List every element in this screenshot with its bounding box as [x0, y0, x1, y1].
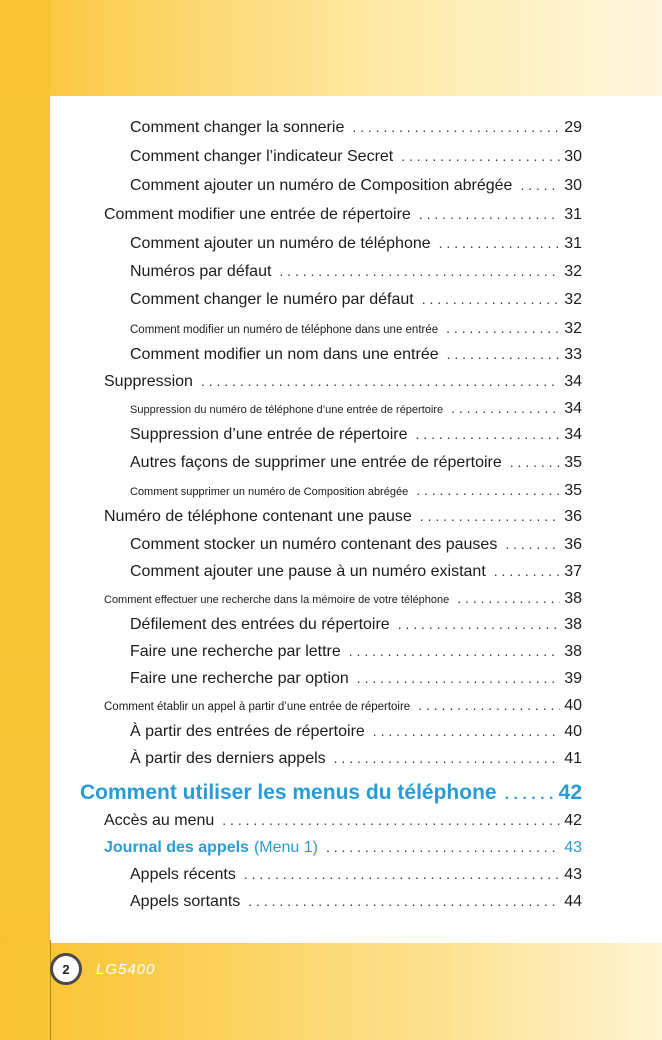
toc-leader [326, 839, 560, 855]
left-band [0, 0, 50, 1040]
toc-entry [130, 536, 582, 562]
toc-title: À partir des entrées de répertoire [130, 723, 365, 740]
toc-leader [446, 320, 560, 336]
toc-title: Faire une recherche par lettre [130, 643, 341, 660]
toc-page: 43 [564, 839, 582, 856]
toc-title: Défilement des entrées du répertoire [130, 616, 390, 633]
toc-page: 38 [564, 643, 582, 660]
toc-entry [130, 346, 582, 372]
model-name: LG5400 [96, 961, 156, 978]
toc-title: Autres façons de supprimer une entrée de répertoire [130, 454, 502, 471]
header-band [0, 0, 662, 96]
toc-page: 30 [564, 148, 582, 165]
toc-page: 43 [564, 866, 582, 883]
toc-entry [130, 119, 582, 145]
toc-page: 32 [564, 291, 582, 308]
toc-leader [352, 119, 560, 135]
toc-leader [401, 148, 560, 164]
toc-entry [130, 866, 582, 892]
toc-leader [420, 508, 560, 524]
toc-leader [505, 536, 560, 552]
toc-leader [510, 454, 560, 470]
toc-title: Accès au menu [104, 812, 215, 829]
toc-title: Comment changer la sonnerie [130, 119, 345, 136]
toc-title: Appels récents [130, 866, 236, 883]
toc-entry [104, 697, 582, 723]
toc-title: Numéro de téléphone contenant une pause [104, 508, 412, 525]
toc-leader [201, 373, 560, 389]
toc-leader [416, 426, 561, 442]
toc-page: 32 [564, 320, 582, 337]
toc-title: Numéros par défaut [130, 263, 272, 280]
toc-title: Comment ajouter un numéro de téléphone [130, 235, 431, 252]
toc-entry [130, 426, 582, 452]
toc-title: Appels sortants [130, 893, 241, 910]
toc-page: 39 [564, 670, 582, 687]
toc-page: 36 [564, 508, 582, 525]
toc-page: 40 [564, 723, 582, 740]
toc-title: Comment effectuer une recherche dans la mémoire de votre téléphone [104, 594, 450, 606]
footer-band [0, 943, 662, 1040]
toc-entry [130, 235, 582, 261]
toc-leader [357, 670, 560, 686]
toc-title: Suppression d’une entrée de répertoire [130, 426, 408, 443]
toc-entry [104, 812, 582, 838]
toc-leader [334, 750, 561, 766]
toc-title: Journal des appels [104, 839, 249, 856]
toc-title: Comment ajouter une pause à un numéro existant [130, 563, 486, 580]
toc-page: 44 [564, 893, 582, 910]
toc-page: 38 [564, 616, 582, 633]
toc-entry [130, 148, 582, 174]
toc-title: Faire une recherche par option [130, 670, 349, 687]
toc-page: 34 [564, 373, 582, 390]
divider [50, 940, 51, 1040]
toc-page: 40 [564, 697, 582, 714]
toc-leader [520, 177, 560, 193]
toc-title: Suppression du numéro de téléphone d’une entrée de répertoire [130, 404, 444, 416]
toc-page: 34 [564, 426, 582, 443]
toc-page: 35 [564, 482, 582, 499]
toc-menu-ref: (Menu 1) [253, 839, 318, 856]
toc-entry [130, 750, 582, 776]
toc-title: Comment changer l’indicateur Secret [130, 148, 394, 165]
toc-entry [104, 590, 582, 616]
toc-leader [419, 206, 560, 222]
toc-entry [130, 670, 582, 696]
toc-title: Comment modifier un nom dans une entrée [130, 346, 439, 363]
toc-leader [439, 235, 561, 251]
toc-page: 35 [564, 454, 582, 471]
toc-page: 42 [564, 812, 582, 829]
toc-entry [130, 320, 582, 346]
toc-page: 34 [564, 400, 582, 417]
chapter-page: 42 [558, 781, 582, 804]
toc-leader [451, 400, 560, 416]
toc-leader [244, 866, 560, 882]
toc-page: 38 [564, 590, 582, 607]
toc-page: 33 [564, 346, 582, 363]
toc-entry [104, 373, 582, 399]
toc-page: 30 [564, 177, 582, 194]
page-number-badge [50, 953, 82, 985]
toc-entry [104, 839, 582, 865]
toc-title: Comment changer le numéro par défaut [130, 291, 414, 308]
toc-leader [349, 643, 560, 659]
toc-entry [130, 263, 582, 289]
toc-title: Comment modifier une entrée de répertoire [104, 206, 411, 223]
toc-entry [130, 893, 582, 919]
toc-leader [505, 786, 555, 804]
toc-entry [130, 616, 582, 642]
chapter-title: Comment utiliser les menus du téléphone [80, 781, 497, 804]
toc-leader [222, 812, 560, 828]
toc-entry [130, 177, 582, 203]
toc-entry [130, 482, 582, 508]
toc-entry [130, 723, 582, 749]
toc-page: 32 [564, 263, 582, 280]
toc-leader [447, 346, 561, 362]
toc-entry [130, 563, 582, 589]
toc-page: 31 [564, 235, 582, 252]
toc-title: Comment supprimer un numéro de Composition abrégée [130, 486, 409, 498]
toc-leader [373, 723, 560, 739]
chapter-heading [80, 781, 582, 811]
toc-entry [130, 400, 582, 426]
toc-leader [279, 263, 560, 279]
toc-entry [104, 508, 582, 534]
toc-leader [422, 291, 560, 307]
toc-page: 41 [564, 750, 582, 767]
toc-entry [104, 206, 582, 232]
toc-leader [494, 563, 560, 579]
toc-page: 37 [564, 563, 582, 580]
toc-leader [398, 616, 561, 632]
toc-entry [130, 643, 582, 669]
page-number: 2 [62, 961, 70, 977]
toc-entry [130, 291, 582, 317]
toc-page: 36 [564, 536, 582, 553]
toc-title: Comment établir un appel à partir d’une entrée de répertoire [104, 701, 411, 713]
toc-title: Suppression [104, 373, 193, 390]
toc-page: 29 [564, 119, 582, 136]
toc-leader [248, 893, 560, 909]
toc-title: À partir des derniers appels [130, 750, 326, 767]
toc-entry [130, 454, 582, 480]
toc-title: Comment ajouter un numéro de Composition abrégée [130, 177, 513, 194]
toc-leader [457, 590, 560, 606]
toc-leader [416, 482, 560, 498]
toc-title: Comment modifier un numéro de téléphone dans une entrée [130, 324, 439, 336]
toc-leader [418, 697, 560, 713]
toc-title: Comment stocker un numéro contenant des pauses [130, 536, 498, 553]
toc-page: 31 [564, 206, 582, 223]
